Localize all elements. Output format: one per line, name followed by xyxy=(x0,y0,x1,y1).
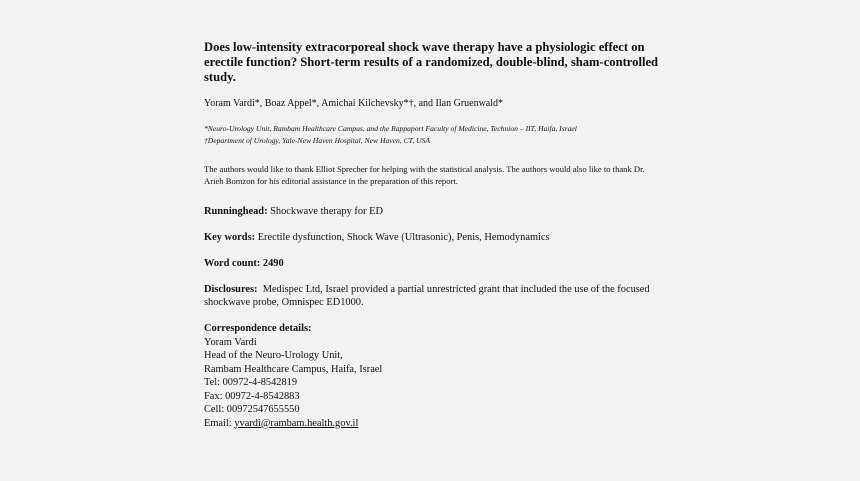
word-count xyxy=(204,257,674,270)
correspondence-fax: Fax: 00972-4-8542883 xyxy=(204,390,300,402)
acknowledgement: The authors would like to thank Elliot Sprecher for helping with the statistical analysis. The authors would also like to thank Dr. Arieh Bomzon for his editorial assistance in the preparation of this report. xyxy=(204,164,645,186)
correspondence-details xyxy=(204,322,674,430)
runninghead xyxy=(204,205,674,218)
correspondence-tel: Tel: 00972-4-8542819 xyxy=(204,377,298,388)
correspondence-name: Yoram Vardi xyxy=(204,336,257,348)
correspondence-cell: Cell: 00972547655550 xyxy=(204,404,300,415)
disclosures-label: Disclosures: xyxy=(204,284,258,295)
correspondence-email-row xyxy=(204,417,674,431)
email-label: Email: xyxy=(204,417,232,429)
keywords xyxy=(204,231,674,244)
email-link[interactable]: yvardi@rambam.health.gov.il xyxy=(234,417,359,429)
disclosures-value: Medispec Ltd, Israel provided a partial unrestricted grant that included the use of the focused shockwave probe, Omnispec ED1000. xyxy=(204,284,650,308)
affiliation-1: *Neuro-Urology Unit, Rambam Healthcare Campus, and the Rappaport Faculty of Medicine, Technion – IIT, Haifa, Israel xyxy=(204,124,577,133)
disclosures xyxy=(204,283,664,309)
paper-title: Does low-intensity extracorporeal shock wave therapy have a physiologic effect on erectile function? Short-term results of a randomized, double-blind, sham-controlled study. xyxy=(204,40,659,84)
runninghead-value: Shockwave therapy for ED xyxy=(270,206,383,217)
word-count-label: Word count: xyxy=(204,258,261,269)
paper-front-matter xyxy=(204,40,674,430)
keywords-label: Key words: xyxy=(204,232,256,243)
keywords-value: Erectile dysfunction, Shock Wave (Ultrasonic), Penis, Hemodynamics xyxy=(257,232,550,243)
correspondence-label: Correspondence details: xyxy=(204,323,312,334)
author-list: Yoram Vardi*, Boaz Appel*, Amichai Kilchevsky*†, and Ilan Gruenwald* xyxy=(204,98,504,109)
runninghead-label: Runninghead: xyxy=(204,206,268,217)
affiliations xyxy=(204,123,674,147)
correspondence-institution: Rambam Healthcare Campus, Haifa, Israel xyxy=(204,363,383,375)
word-count-value: 2490 xyxy=(262,258,284,269)
affiliation-2: †Department of Urology, Yale-New Haven Hospital, New Haven, CT, USA xyxy=(204,136,431,145)
correspondence-position: Head of the Neuro-Urology Unit, xyxy=(204,350,343,361)
